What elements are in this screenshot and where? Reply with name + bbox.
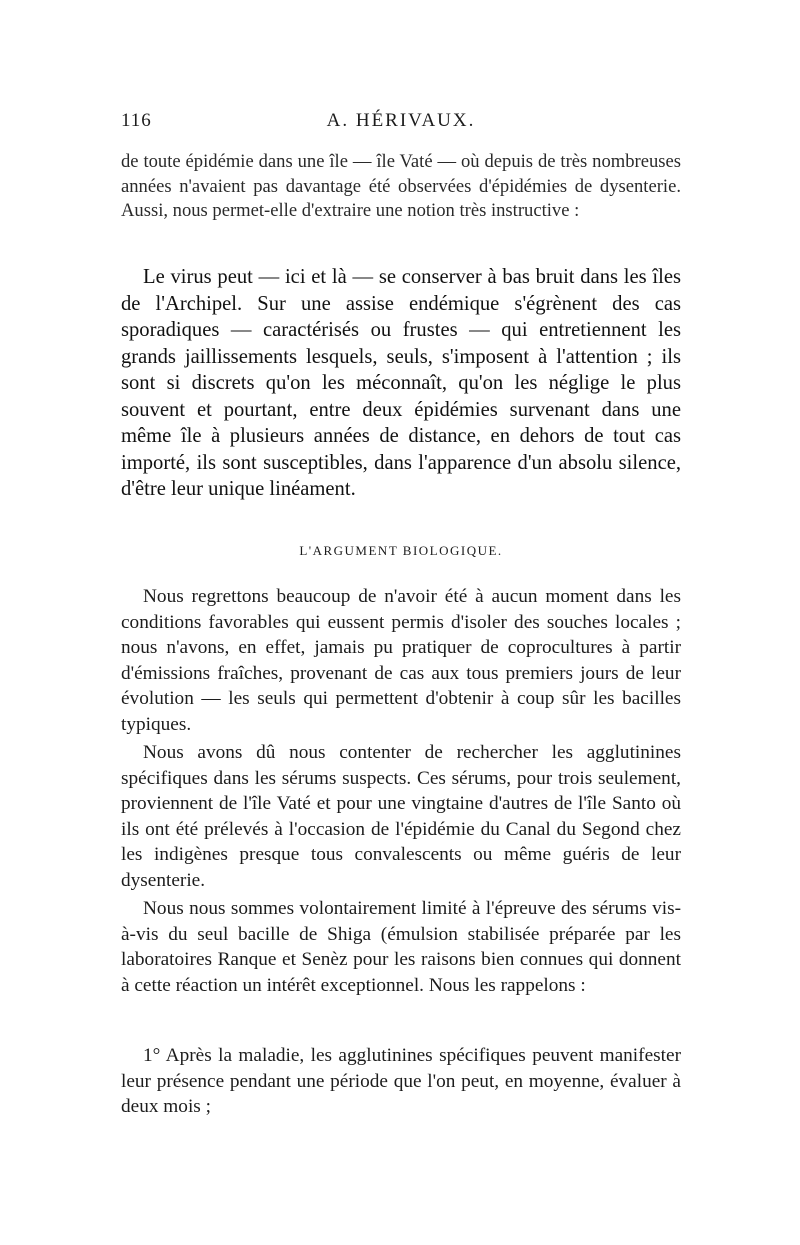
running-head	[121, 110, 681, 140]
paragraph-shiga	[121, 896, 681, 998]
paragraph-text: Nous regrettons beaucoup de n'avoir été à aucun moment dans les conditions favorables qui eussent permis d'isoler des souches locales ; nous n'avons, en effet, jamais pu pratiquer de coprocultures à partir d'émissions fraîches, provenant de cas aux tous premiers jours de leur évolution — les seuls qui permettent d'obtenir à coup sûr les bacilles typiques.	[121, 586, 681, 735]
paragraph-text: Nous avons dû nous contenter de rechercher les agglutinines spécifiques dans les sérums suspects. Ces sérums, pour trois seulement, proviennent de l'île Vaté et pour une vingtaine d'autres de l'île Santo où ils ont été prélevés à l'occasion de l'épidémie du Canal du Segond chez les indigènes presque tous convalescents ou même guéris de leur dysenterie.	[121, 742, 681, 891]
paragraph-text: Nous nous sommes volontairement limité à l'épreuve des sérums vis-à-vis du seul bacille de Shiga (émulsion stabilisée préparée par les laboratoires Ranque et Senèz pour les raisons bien connues qui donnent à cette réaction un intérêt exceptionnel. Nous les rappelons :	[121, 898, 681, 996]
paragraph-regrets	[121, 584, 681, 737]
page-number: 116	[121, 110, 152, 131]
paragraph-text: de toute épidémie dans une île — île Vaté — où depuis de très nombreuses années n'avaient pas davantage été observées d'épidémies de dysenterie. Aussi, nous permet-elle d'extraire une notion très instructive :	[121, 151, 681, 222]
section-heading: L'ARGUMENT BIOLOGIQUE.	[299, 543, 503, 558]
paragraph-text: Le virus peut — ici et là — se conserver à bas bruit dans les îles de l'Archipel. Sur une assise endémique s'égrènent des cas sporadiques — caractérisés ou frustes — qui entretiennent les grands jaillissements lesquels, seuls, s'imposent à l'attention ; ils sont si discrets qu'on les méconnaît, qu'on les néglige le plus souvent et pourtant, entre deux épidémies survenant dans une même île à plusieurs années de distance, en dehors de tout cas importé, ils sont susceptibles, dans l'apparence d'un absolu silence, d'être leur unique linéament.	[121, 266, 681, 500]
paragraph-text: 1° Après la maladie, les agglutinines spécifiques peuvent manifester leur présence pendant une période que l'on peut, en moyenne, évaluer à deux mois ;	[121, 1045, 681, 1117]
section-heading-block	[121, 543, 681, 559]
paragraph-list-item-1	[121, 1043, 681, 1120]
paragraph-agglutinines	[121, 740, 681, 893]
paragraph-virus	[121, 264, 681, 503]
paragraph-continuation	[121, 150, 681, 224]
running-title: A. HÉRIVAUX.	[326, 110, 476, 131]
